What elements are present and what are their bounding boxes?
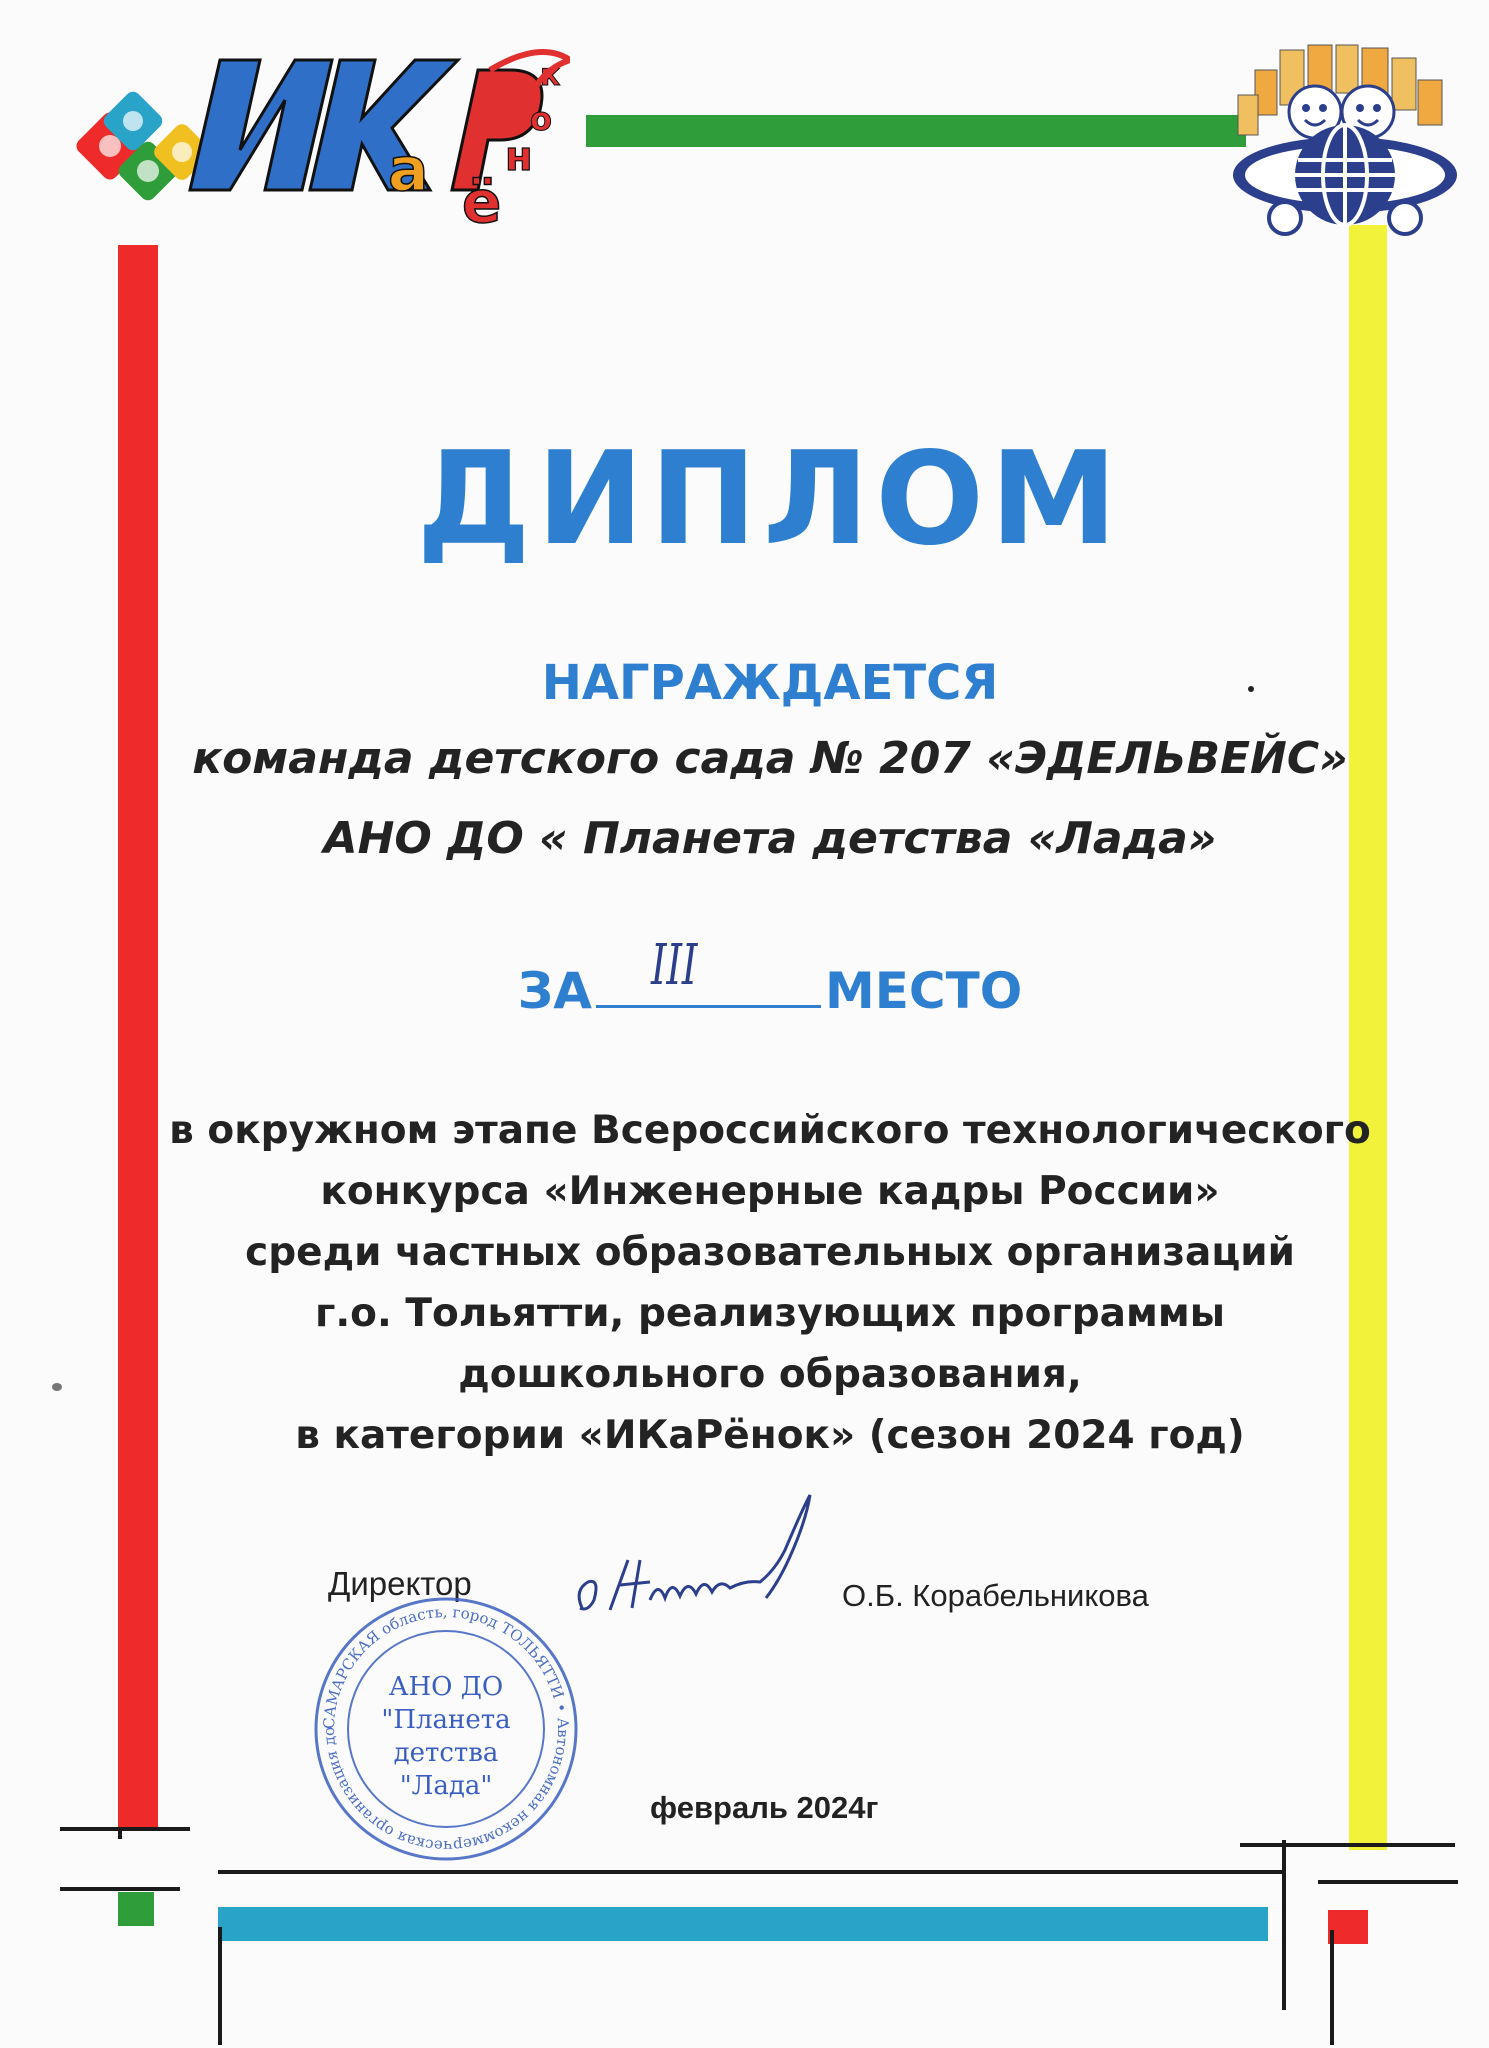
place-prefix: ЗА bbox=[517, 962, 592, 1020]
frame-line bbox=[218, 1927, 222, 2045]
place-suffix: МЕСТО bbox=[825, 962, 1023, 1020]
frame-line bbox=[1240, 1843, 1455, 1847]
frame-line bbox=[218, 1870, 1286, 1874]
place-row bbox=[150, 933, 1390, 1020]
speck bbox=[1248, 686, 1254, 692]
description-line: в окружном этапе Всероссийского технологического bbox=[169, 1108, 1371, 1153]
svg-text:ё: ё bbox=[462, 168, 502, 236]
place-value-handwritten: III bbox=[650, 933, 698, 998]
description-line: г.о. Тольятти, реализующих программы bbox=[314, 1291, 1225, 1336]
frame-line bbox=[118, 1827, 122, 1839]
frame-line bbox=[1330, 1930, 1334, 2045]
svg-text:н: н bbox=[505, 134, 533, 180]
director-name: О.Б. Корабельникова bbox=[842, 1578, 1149, 1613]
diploma-title: ДИПЛОМ bbox=[416, 425, 1124, 574]
stamp-center-line: "Планета bbox=[381, 1705, 511, 1735]
description-block bbox=[150, 1100, 1390, 1466]
ikarenok-logo bbox=[70, 40, 570, 250]
director-label: Директор bbox=[328, 1565, 472, 1602]
frame-line bbox=[60, 1827, 190, 1831]
awarded-heading: НАГРАЖДАЕТСЯ bbox=[541, 655, 999, 711]
stamp-center-line: детства bbox=[393, 1738, 499, 1768]
issue-date: февраль 2024г bbox=[650, 1790, 879, 1825]
planet-globe-logo bbox=[1220, 40, 1470, 240]
stamp-center-line: "Лада" bbox=[399, 1771, 493, 1801]
frame-stripe-blue-bottom bbox=[218, 1907, 1268, 1941]
frame-line bbox=[1282, 1840, 1286, 2010]
stamp-center-line: АНО ДО bbox=[388, 1672, 504, 1702]
frame-stripe-green-top bbox=[586, 115, 1246, 147]
svg-text:а: а bbox=[388, 135, 429, 205]
place-blank bbox=[596, 933, 821, 1008]
recipient-line-1: команда детского сада № 207 «ЭДЕЛЬВЕЙС» bbox=[192, 733, 1348, 784]
svg-text:к: к bbox=[540, 58, 561, 93]
description-line: конкурса «Инженерные кадры России» bbox=[320, 1169, 1220, 1214]
official-stamp bbox=[312, 1595, 580, 1863]
description-line: дошкольного образования, bbox=[458, 1352, 1082, 1397]
frame-square-red bbox=[1328, 1910, 1368, 1944]
frame-line bbox=[60, 1887, 180, 1891]
frame-line bbox=[1318, 1880, 1458, 1884]
description-line: среди частных образовательных организаций bbox=[245, 1230, 1295, 1275]
recipient-line-2: АНО ДО « Планета детства «Лада» bbox=[323, 813, 1217, 864]
svg-text:о: о bbox=[530, 100, 552, 138]
frame-square-green bbox=[118, 1892, 154, 1926]
handwritten-signature bbox=[570, 1490, 830, 1630]
stamp-ring-text: САМАРСКАЯ область, город ТОЛЬЯТТИ • Автономная некоммерческая организация до bbox=[319, 1602, 573, 1856]
description-line: в категории «ИКаРёнок» (сезон 2024 год) bbox=[295, 1413, 1245, 1458]
speck bbox=[52, 1383, 62, 1391]
